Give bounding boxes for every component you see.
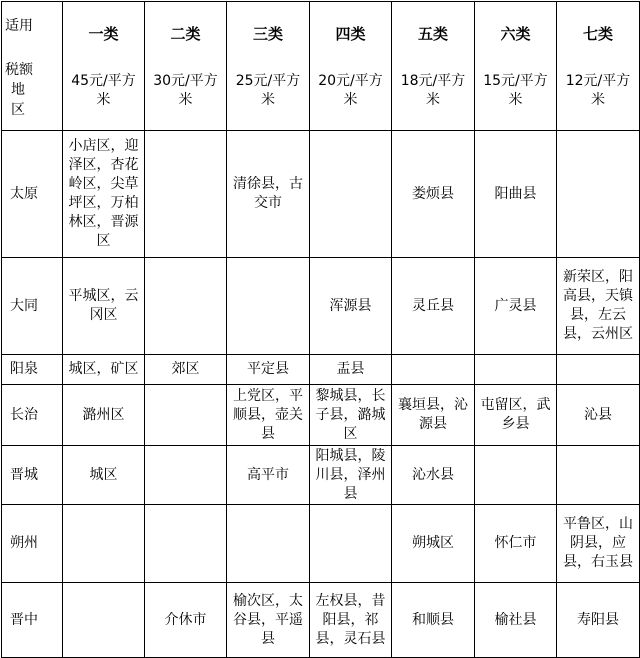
class-name: 三类: [252, 24, 283, 43]
table-cell: [145, 131, 227, 258]
table-cell: [557, 131, 640, 258]
table-cell: 怀仁市: [475, 505, 557, 583]
table-cell: 沁水县: [392, 446, 475, 505]
table-cell: 清徐县，古交市: [227, 131, 310, 258]
table-row: [2, 505, 640, 583]
table-cell: 高平市: [227, 446, 310, 505]
table-cell: [145, 258, 227, 355]
region-cell: 朔州: [2, 505, 63, 583]
class-rate: 12元/平方米: [565, 72, 631, 108]
table-row: [2, 355, 640, 385]
table-cell: [63, 583, 145, 658]
table-cell: 黎城县，长子县，潞城区: [310, 385, 392, 446]
table-cell: 左权县，昔阳县，祁县，灵石县: [310, 583, 392, 658]
table-cell: 平定县: [227, 355, 310, 385]
class-rate: 30元/平方米: [153, 72, 218, 108]
table-cell: [63, 505, 145, 583]
class-rate: 20元/平方米: [318, 72, 383, 108]
table-cell: 屯留区，武乡县: [475, 385, 557, 446]
region-cell: 阳泉: [2, 355, 63, 385]
table-cell: 平鲁区，山阴县，应县，右玉县: [557, 505, 640, 583]
class-header-4: [310, 2, 392, 131]
table-cell: [310, 131, 392, 258]
class-rate: 25元/平方米: [235, 72, 301, 108]
table-cell: 平城区，云冈区: [63, 258, 145, 355]
table-cell: [227, 505, 310, 583]
table-cell: [145, 385, 227, 446]
table-cell: [557, 446, 640, 505]
table-cell: 阳曲县: [475, 131, 557, 258]
table-row: [2, 583, 640, 658]
table-cell: [475, 446, 557, 505]
table-cell: 朔城区: [392, 505, 475, 583]
region-cell: 晋中: [2, 583, 63, 658]
table-cell: 介休市: [145, 583, 227, 658]
region-cell: 晋城: [2, 446, 63, 505]
header-label-line: 适用: [5, 18, 33, 34]
header-row: [2, 2, 640, 131]
region-cell: 长治: [2, 385, 63, 446]
table-row: [2, 446, 640, 505]
class-rate: 15元/平方米: [483, 72, 548, 108]
table-cell: 郊区: [145, 355, 227, 385]
region-cell: 大同: [2, 258, 63, 355]
table-cell: 小店区，迎泽区，杏花岭区，尖草坪区，万柏林区，晋源区: [63, 131, 145, 258]
table-cell: 沁县: [557, 385, 640, 446]
table-cell: [145, 505, 227, 583]
table-row: [2, 385, 640, 446]
header-label-line: 税额: [5, 62, 33, 78]
table-cell: 榆社县: [475, 583, 557, 658]
table-cell: [475, 355, 557, 385]
table-cell: [310, 505, 392, 583]
table-cell: 榆次区，太谷县，平遥县: [227, 583, 310, 658]
table-row: [2, 131, 640, 258]
table-row: [2, 258, 640, 355]
class-name: 七类: [582, 24, 613, 43]
table-cell: 城区: [63, 446, 145, 505]
table-cell: 浑源县: [310, 258, 392, 355]
table-cell: 娄烦县: [392, 131, 475, 258]
table-cell: 新荣区，阳高县，天镇县，左云县，云州区: [557, 258, 640, 355]
table-cell: 阳城县，陵川县，泽州县: [310, 446, 392, 505]
class-name: 一类: [88, 24, 119, 43]
class-name: 五类: [417, 24, 448, 43]
class-rate: 45元/平方米: [71, 72, 136, 108]
table-cell: [227, 258, 310, 355]
table-cell: 灵丘县: [392, 258, 475, 355]
class-name: 四类: [335, 24, 366, 43]
table-cell: [557, 355, 640, 385]
class-header-7: [557, 2, 640, 131]
header-label-cell: [2, 2, 63, 131]
table-cell: [145, 446, 227, 505]
class-header-6: [475, 2, 557, 131]
table-cell: 上党区，平顺县，壶关县: [227, 385, 310, 446]
class-name: 二类: [170, 24, 201, 43]
class-name: 六类: [500, 24, 531, 43]
table-cell: 潞州区: [63, 385, 145, 446]
header-label-line: 区: [11, 102, 25, 118]
table-cell: 广灵县: [475, 258, 557, 355]
tax-rate-table: [1, 1, 640, 658]
table-cell: 和顺县: [392, 583, 475, 658]
class-header-2: [145, 2, 227, 131]
class-header-5: [392, 2, 475, 131]
class-rate: 18元/平方米: [400, 72, 466, 108]
class-header-1: [63, 2, 145, 131]
header-label-line: 地: [11, 82, 25, 98]
table-cell: 襄垣县，沁源县: [392, 385, 475, 446]
table-cell: 城区，矿区: [63, 355, 145, 385]
table-cell: 盂县: [310, 355, 392, 385]
table-cell: [392, 355, 475, 385]
class-header-3: [227, 2, 310, 131]
region-cell: 太原: [2, 131, 63, 258]
table-cell: 寿阳县: [557, 583, 640, 658]
